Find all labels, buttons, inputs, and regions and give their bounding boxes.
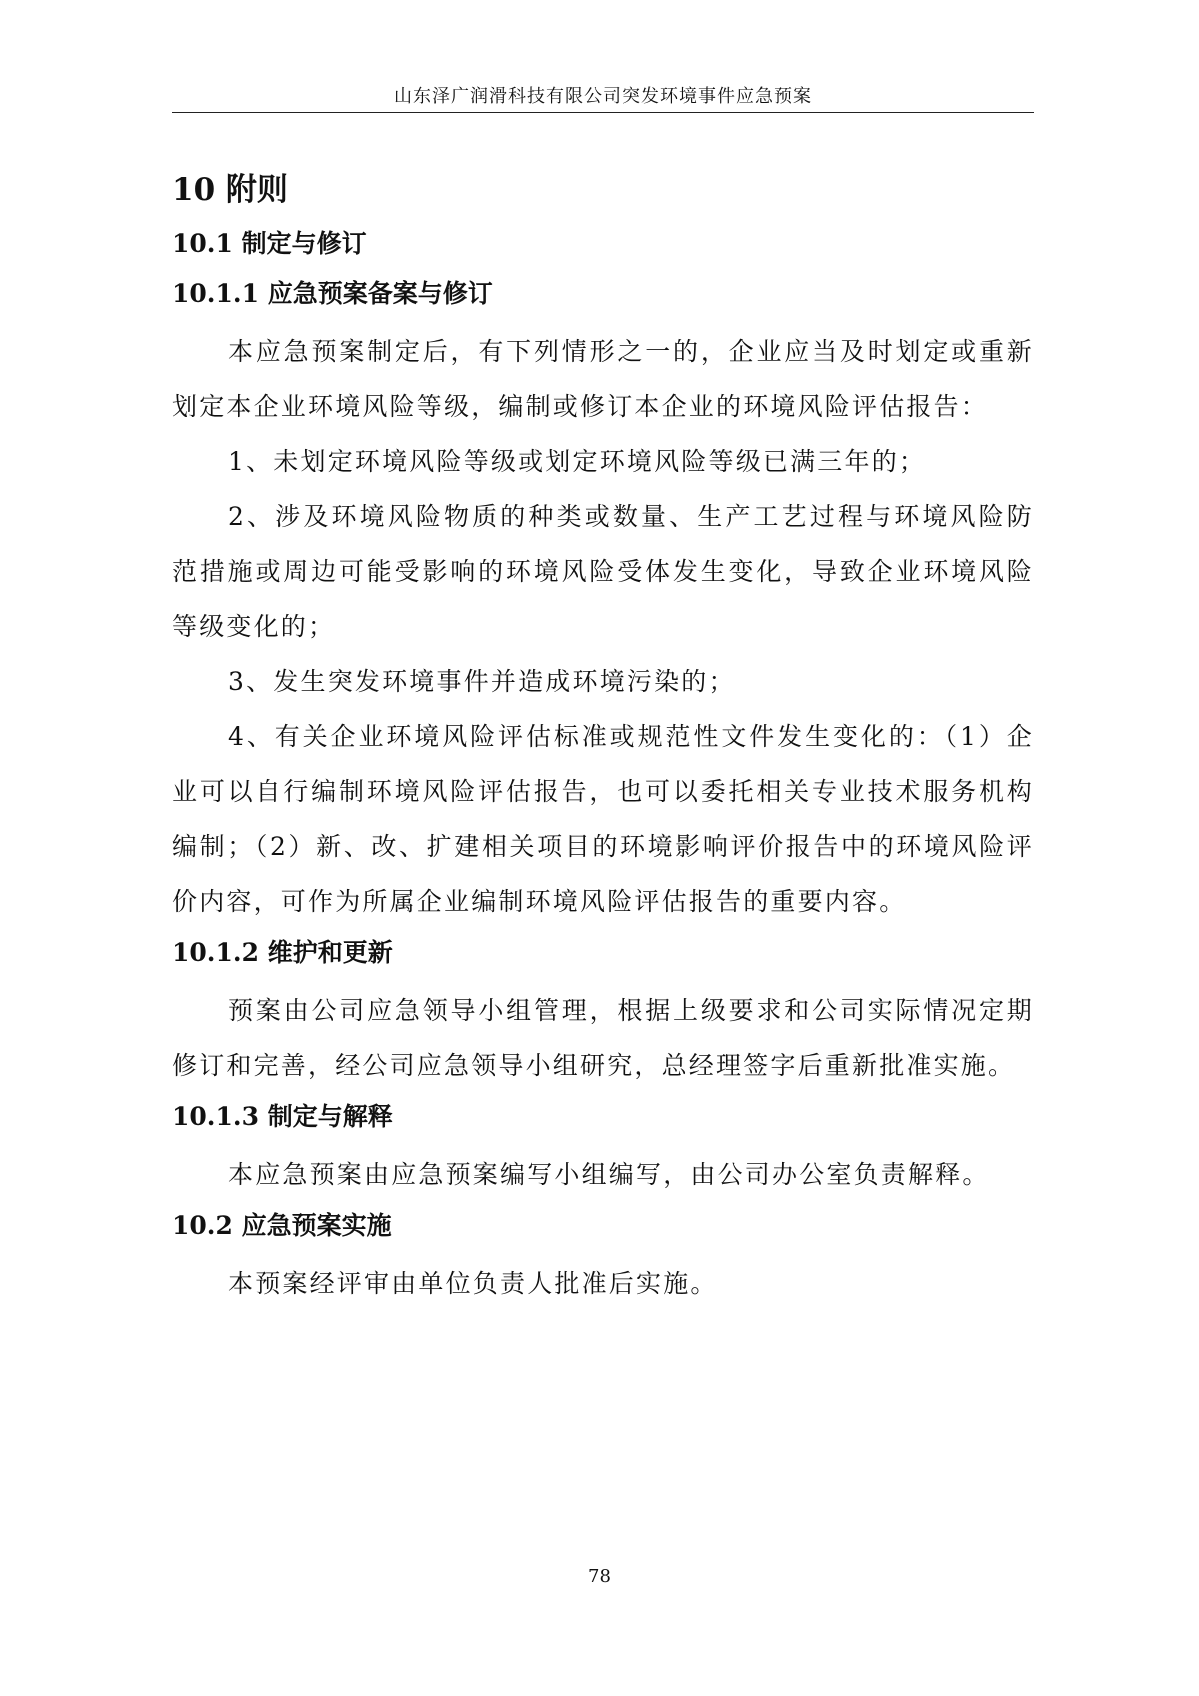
chapter-title: 10 附则 — [172, 172, 288, 208]
subsection-title-10-1-2: 10.1.2 维护和更新 — [172, 938, 393, 967]
section-title-10-2: 10.2 应急预案实施 — [172, 1211, 392, 1240]
paragraph-10-1-3: 本应急预案由应急预案编写小组编写，由公司办公室负责解释。 — [228, 1160, 990, 1189]
page-content — [172, 168, 1034, 1311]
header-divider — [172, 112, 1034, 113]
running-header: 山东泽广润滑科技有限公司突发环境事件应急预案 — [394, 86, 812, 107]
section-title-10-1: 10.1 制定与修订 — [172, 229, 367, 258]
page-number: 78 — [588, 1566, 611, 1587]
list-item-2: 2、涉及环境风险物质的种类或数量、生产工艺过程与环境风险防范措施或周边可能受影响的环境风险受体发生变化，导致企业环境风险等级变化的； — [172, 502, 1034, 641]
paragraph-10-1-2: 预案由公司应急领导小组管理，根据上级要求和公司实际情况定期修订和完善，经公司应急领导小组研究，总经理签字后重新批准实施。 — [172, 996, 1034, 1080]
list-item-3: 3、发生突发环境事件并造成环境污染的； — [228, 667, 736, 696]
paragraph-10-2: 本预案经评审由单位负责人批准后实施。 — [228, 1269, 718, 1298]
list-item-4: 4、有关企业环境风险评估标准或规范性文件发生变化的：（1）企业可以自行编制环境风险评估报告，也可以委托相关专业技术服务机构编制；（2）新、改、扩建相关项目的环境影响评价报告中的环境风险评价内容，可作为所属企业编制环境风险评估报告的重要内容。 — [172, 722, 1034, 916]
paragraph-10-1-1-intro: 本应急预案制定后，有下列情形之一的，企业应当及时划定或重新划定本企业环境风险等级，编制或修订本企业的环境风险评估报告： — [172, 337, 1034, 421]
subsection-title-10-1-3: 10.1.3 制定与解释 — [172, 1102, 393, 1131]
list-item-1: 1、未划定环境风险等级或划定环境风险等级已满三年的； — [228, 447, 927, 476]
subsection-title-10-1-1: 10.1.1 应急预案备案与修订 — [172, 279, 493, 308]
